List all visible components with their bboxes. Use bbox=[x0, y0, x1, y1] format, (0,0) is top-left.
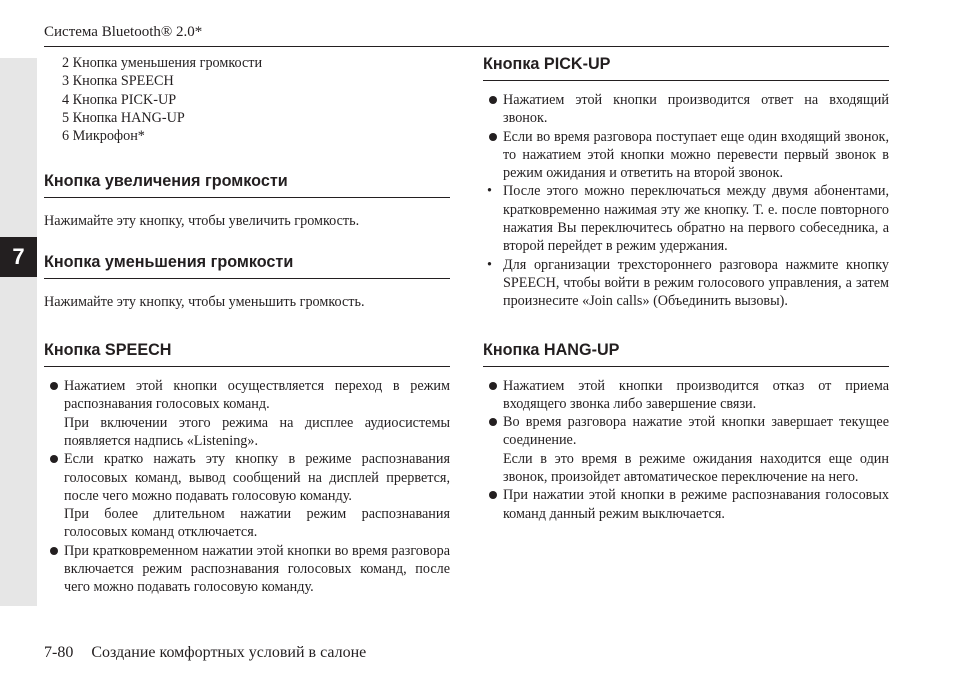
running-header: Система Bluetooth® 2.0* bbox=[44, 24, 203, 40]
list-item: 3 Кнопка SPEECH bbox=[62, 73, 174, 90]
bullet-item: Нажатием этой кнопки осуществляется переход в режим распознавания голосовых команд. bbox=[44, 377, 450, 414]
volume-down-text: Нажимайте эту кнопку, чтобы уменьшить громкость. bbox=[44, 293, 365, 310]
bullet-item: При кратковременном нажатии этой кнопки во время разговора включается режим распознавания голосовых команд, после чего можно подавать голосовую команду. bbox=[44, 542, 450, 597]
heading-speech: Кнопка SPEECH bbox=[44, 340, 450, 367]
heading-volume-up: Кнопка увеличения громкости bbox=[44, 171, 450, 198]
sub-bullet-item bbox=[483, 182, 889, 255]
volume-up-text: Нажимайте эту кнопку, чтобы увеличить громкость. bbox=[44, 213, 360, 230]
list-item: 6 Микрофон* bbox=[62, 128, 145, 145]
bullet-continuation: При более длительном нажатии режим распознавания голосовых команд отключается. bbox=[64, 506, 450, 541]
list-item: 4 Кнопка PICK-UP bbox=[62, 91, 177, 108]
heading-volume-down: Кнопка уменьшения громкости bbox=[44, 252, 450, 279]
speech-section bbox=[44, 377, 450, 597]
bullet-item: Если во время разговора поступает еще один входящий звонок, то нажатием этой кнопки можно перевести первый звонок в режим ожидания и ответить на второй звонок. bbox=[483, 128, 889, 183]
sub-bullet-item bbox=[483, 256, 889, 311]
bullet-item: Если кратко нажать эту кнопку в режиме распознавания голосовых команд, вывод сообщений на дисплей прервется, после чего можно подавать голосовую команду. bbox=[44, 450, 450, 505]
bullet-continuation: Если в это время в режиме ожидания находится еще один звонок, произойдет автоматическое переключение на него. bbox=[503, 450, 889, 486]
bullet-item: При нажатии этой кнопки в режиме распознавания голосовых команд данный режим выключается. bbox=[483, 486, 889, 523]
pick-up-section bbox=[483, 91, 889, 311]
heading-pick-up: Кнопка PICK-UP bbox=[483, 54, 889, 81]
bullet-item: Во время разговора нажатие этой кнопки завершает текущее соединение. bbox=[483, 413, 889, 450]
hang-up-section bbox=[483, 377, 889, 523]
bullet-item: Нажатием этой кнопки производится ответ на входящий звонок. bbox=[483, 91, 889, 128]
heading-hang-up: Кнопка HANG-UP bbox=[483, 340, 889, 367]
header-rule bbox=[44, 46, 889, 47]
bullet-continuation: При включении этого режима на дисплее аудиосистемы появляется надпись «Listening». bbox=[64, 414, 450, 449]
sub-bullet-marker: • bbox=[487, 183, 492, 200]
left-column bbox=[44, 54, 450, 597]
page-number: 7-80 bbox=[44, 644, 74, 661]
chapter-number: 7 bbox=[12, 244, 25, 269]
page-footer bbox=[44, 644, 366, 662]
right-column bbox=[483, 54, 889, 523]
sub-bullet-text: После этого можно переключаться между двумя абонентами, кратковременно нажимая эту же кнопку. Т. е. после повторного нажатия Вы переключитесь обратно на первого собеседника, а второй перейдет в режим удержания. bbox=[503, 183, 889, 255]
list-item: 5 Кнопка HANG-UP bbox=[62, 109, 185, 126]
footer-section-title: Создание комфортных условий в салоне bbox=[91, 644, 367, 661]
chapter-tab bbox=[0, 237, 37, 277]
list-item: 2 Кнопка уменьшения громкости bbox=[62, 55, 263, 71]
sub-bullet-text: Для организации трехстороннего разговора нажмите кнопку SPEECH, чтобы войти в режим голосового управления, а затем произнесите «Join calls» (Объединить вызовы). bbox=[503, 256, 889, 310]
sub-bullet-marker: • bbox=[487, 256, 492, 273]
bullet-item: Нажатием этой кнопки производится отказ от приема входящего звонка либо завершение связи. bbox=[483, 377, 889, 414]
chapter-side-band bbox=[0, 58, 37, 606]
parts-list bbox=[44, 54, 450, 145]
